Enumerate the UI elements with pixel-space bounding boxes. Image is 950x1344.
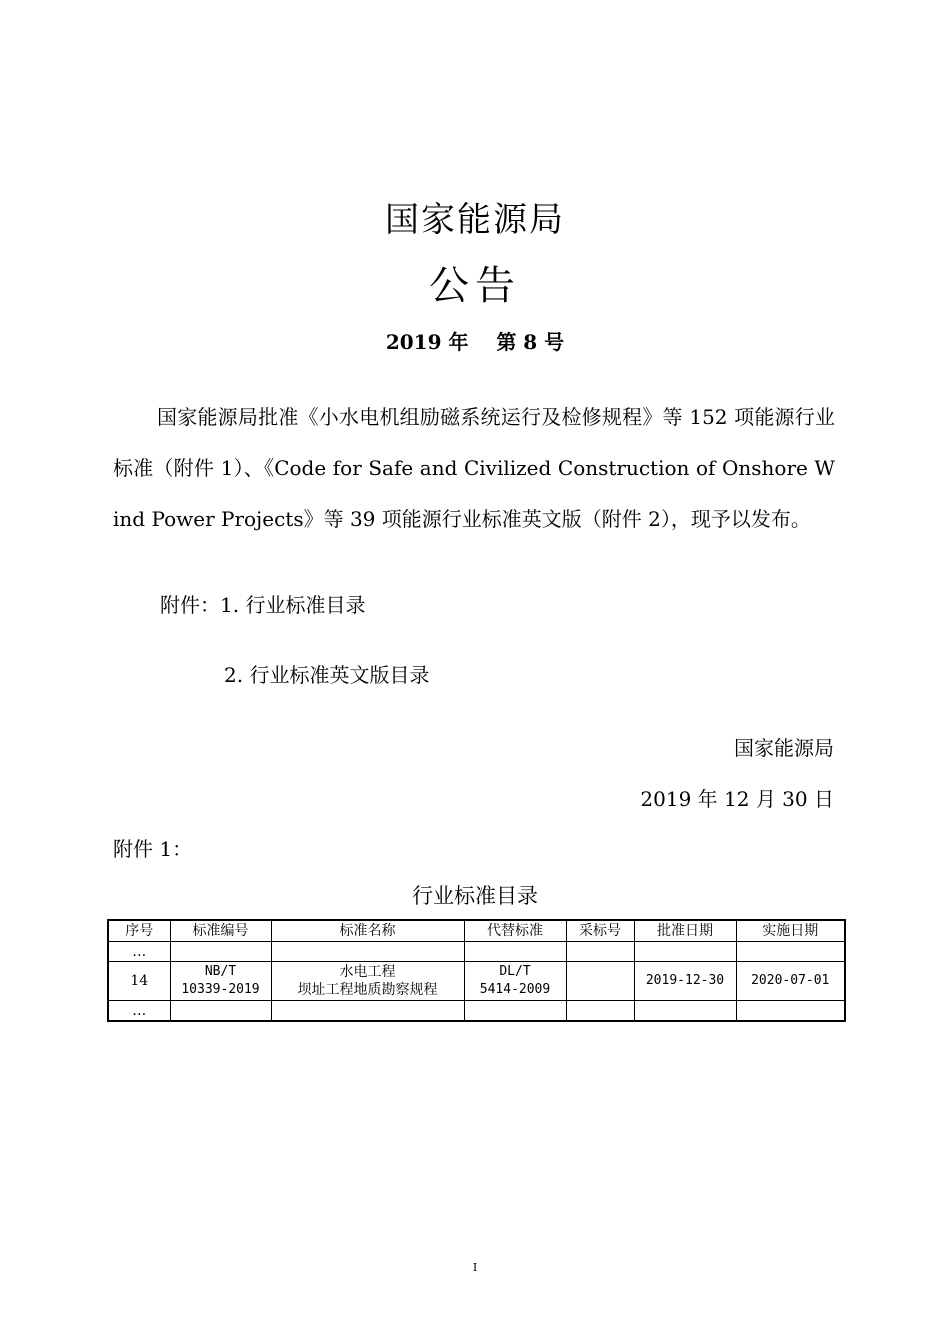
empty-cell: [634, 942, 736, 962]
document-number-seq: 第 8 号: [496, 330, 565, 354]
document-number-year: 2019 年: [385, 330, 469, 354]
cell-approve-date: 2019-12-30: [634, 962, 736, 1001]
cell-code-line-1: NB/T: [204, 964, 237, 979]
standards-table: [107, 919, 846, 1022]
empty-cell: [566, 1001, 634, 1022]
issuing-organization-title: 国家能源局: [385, 200, 565, 240]
empty-cell: [170, 1001, 271, 1022]
column-header-adopt: 采标号: [566, 920, 634, 942]
empty-cell: [736, 942, 845, 962]
cell-adopt: [566, 962, 634, 1001]
signature-date: 2019 年 12 月 30 日: [640, 787, 834, 811]
cell-effective-date: 2020-07-01: [736, 962, 845, 1001]
cell-name-line-2: 坝址工程地质勘察规程: [297, 982, 438, 998]
empty-cell: [736, 1001, 845, 1022]
cell-name: [271, 962, 464, 1001]
document-number: [0, 326, 950, 355]
table-row-ellipsis-top: [108, 942, 845, 962]
empty-cell: [464, 1001, 566, 1022]
empty-cell: [271, 942, 464, 962]
ellipsis-cell: …: [108, 942, 170, 962]
empty-cell: [170, 942, 271, 962]
cell-name-line-1: 水电工程: [339, 964, 396, 980]
notice-title: 公告: [429, 263, 521, 309]
empty-cell: [634, 1001, 736, 1022]
empty-cell: [271, 1001, 464, 1022]
cell-code: [170, 962, 271, 1001]
annex-label: 附件 1：: [113, 837, 193, 861]
page-number: I: [472, 1261, 478, 1274]
column-header-replace: 代替标准: [464, 920, 566, 942]
signature-organization: 国家能源局: [734, 736, 834, 760]
attachment-list-item-2: 2. 行业标准英文版目录: [224, 663, 430, 687]
empty-cell: [566, 942, 634, 962]
cell-code-line-2: 10339-2019: [181, 982, 260, 997]
table-row-ellipsis-bottom: [108, 1001, 845, 1022]
cell-replace-line-1: DL/T: [499, 964, 531, 979]
table-header-row: [108, 920, 845, 942]
column-header-approve-date: 批准日期: [634, 920, 736, 942]
attachment-list-item-1: 附件：1. 行业标准目录: [160, 593, 366, 617]
cell-replace-line-2: 5414-2009: [479, 982, 551, 997]
column-header-code: 标准编号: [170, 920, 271, 942]
column-header-name: 标准名称: [271, 920, 464, 942]
table-row: [108, 962, 845, 1001]
empty-cell: [464, 942, 566, 962]
cell-seq: 14: [108, 962, 170, 1001]
ellipsis-cell: …: [108, 1001, 170, 1022]
column-header-seq: 序号: [108, 920, 170, 942]
column-header-effective-date: 实施日期: [736, 920, 845, 942]
cell-replace: [464, 962, 566, 1001]
announcement-paragraph: 国家能源局批准《小水电机组励磁系统运行及检修规程》等 152 项能源行业标准（附件 1）、《Code for Safe and Civilized Construction of Onshore Wind Power Projects》等 39 项能源行业标准英文版（附件 2），现予以发布。: [113, 405, 835, 531]
annex-table-title: 行业标准目录: [412, 884, 538, 908]
